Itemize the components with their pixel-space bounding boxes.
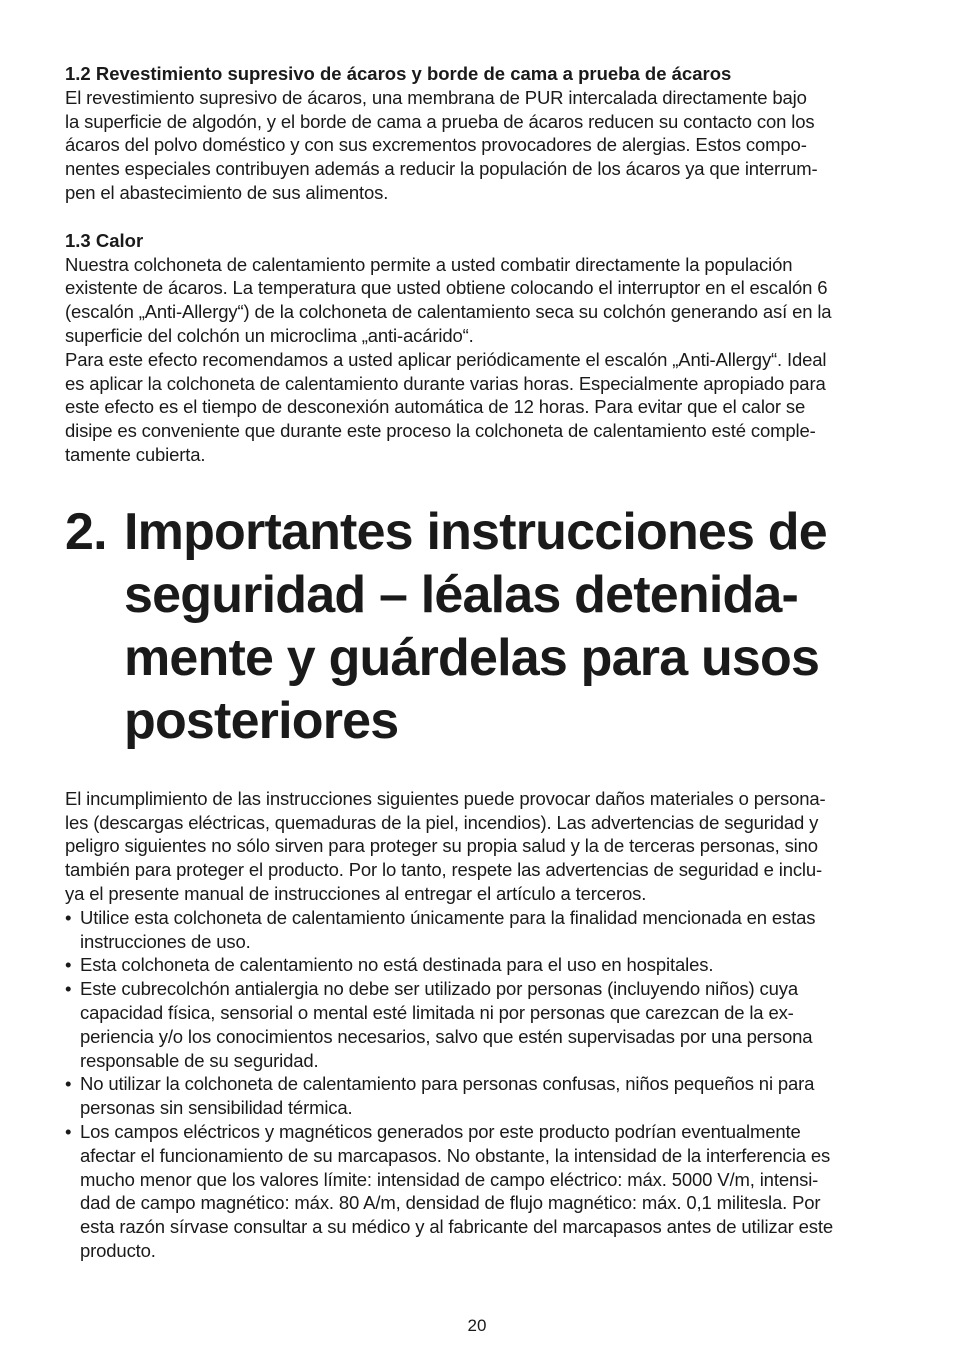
text-line: es aplicar la colchoneta de calentamiento durante varias horas. Especialmente apropiado para (65, 372, 826, 394)
text-line: peligro siguientes no sólo sirven para proteger su propia salud y la de terceras personas, sino (65, 835, 818, 857)
page-number: 20 (467, 1316, 487, 1335)
safety-bullet-list (65, 906, 895, 1263)
text-line: Nuestra colchoneta de calentamiento permite a usted combatir directamente la populación (65, 253, 793, 275)
text-line: (escalón „Anti-Allergy“) de la colchoneta de calentamiento seca su colchón generando así en la (65, 301, 832, 323)
text-line: esta razón sírvase consultar a su médico y al fabricante del marcapasos antes de utilizar este (80, 1216, 834, 1238)
list-item (65, 977, 895, 1072)
text-line: ya el presente manual de instrucciones al entregar el artículo a terceros. (65, 882, 647, 904)
text-line: pen el abastecimiento de sus alimentos. (65, 181, 389, 203)
text-line: la superficie de algodón, y el borde de cama a prueba de ácaros reducen su contacto con los (65, 110, 815, 132)
text-line: responsable de su seguridad. (80, 1049, 319, 1071)
section-1-2-heading: 1.2 Revestimiento supresivo de ácaros y borde de cama a prueba de ácaros (65, 63, 732, 84)
bullet-icon: • (65, 906, 72, 928)
text-line: les (descargas eléctricas, quemaduras de la piel, incendios). Las advertencias de seguridad y (65, 811, 819, 833)
text-line: instrucciones de uso. (80, 930, 251, 952)
text-line: capacidad física, sensorial o mental esté limitada ni por personas que carezcan de la ex- (80, 1001, 794, 1023)
text-line: también para proteger el producto. Por lo tanto, respete las advertencias de seguridad e inclu- (65, 859, 823, 881)
section-1-3-body (65, 253, 895, 467)
text-line: dad de campo magnético: máx. 80 A/m, densidad de flujo magnético: máx. 0,1 militesla. Por (80, 1192, 821, 1214)
text-line: Para este efecto recomendamos a usted aplicar periódicamente el escalón „Anti-Allergy“. Ideal (65, 348, 827, 370)
title-line: posteriores (124, 691, 399, 750)
section-2-heading (65, 501, 895, 753)
section-2-number: 2. (65, 502, 107, 561)
list-item (65, 953, 895, 977)
list-item (65, 1072, 895, 1120)
text-line: Este cubrecolchón antialergia no debe ser utilizado por personas (incluyendo niños) cuya (80, 978, 798, 1000)
text-line: El incumplimiento de las instrucciones siguientes puede provocar daños materiales o persona- (65, 787, 826, 809)
text-line: Utilice esta colchoneta de calentamiento únicamente para la finalidad mencionada en estas (80, 906, 816, 928)
bullet-icon: • (65, 954, 72, 976)
page-content (65, 62, 895, 1263)
text-line: afectar el funcionamiento de su marcapasos. No obstante, la intensidad de la interferencia es (80, 1144, 831, 1166)
bullet-icon: • (65, 978, 72, 1000)
text-line: nentes especiales contribuyen además a reducir la populación de los ácaros ya que interrum- (65, 158, 818, 180)
text-line: producto. (80, 1239, 156, 1261)
spacer (65, 205, 895, 229)
title-line: mente y guárdelas para usos (124, 628, 820, 687)
list-item (65, 1120, 895, 1263)
list-item (65, 906, 895, 954)
bullet-icon: • (65, 1073, 72, 1095)
text-line: Esta colchoneta de calentamiento no está destinada para el uso en hospitales. (80, 954, 714, 976)
section-1-2-body (65, 86, 895, 205)
text-line: Los campos eléctricos y magnéticos generados por este producto podrían eventualmente (80, 1120, 801, 1142)
section-2-intro (65, 787, 895, 906)
text-line: ácaros del polvo doméstico y con sus excrementos provocadores de alergias. Estos compo- (65, 134, 807, 156)
text-line: periencia y/o los conocimientos necesarios, salvo que estén supervisadas por una persona (80, 1025, 813, 1047)
text-line: No utilizar la colchoneta de calentamiento para personas confusas, niños pequeños ni para (80, 1073, 815, 1095)
section-2-title (124, 501, 895, 753)
text-line: personas sin sensibilidad térmica. (80, 1097, 353, 1119)
text-line: superficie del colchón un microclima „anti-acárido“. (65, 324, 474, 346)
text-line: tamente cubierta. (65, 443, 206, 465)
text-line: este efecto es el tiempo de desconexión automática de 12 horas. Para evitar que el calor se (65, 396, 806, 418)
section-1-3-heading: 1.3 Calor (65, 229, 144, 251)
text-line: existente de ácaros. La temperatura que usted obtiene colocando el interruptor en el escalón 6 (65, 277, 828, 299)
text-line: disipe es conveniente que durante este proceso la colchoneta de calentamiento esté comple- (65, 420, 816, 442)
text-line: mucho menor que los valores límite: intensidad de campo eléctrico: máx. 5000 V/m, intensi- (80, 1168, 819, 1190)
title-line: seguridad – léalas detenida- (124, 565, 799, 624)
title-line: Importantes instrucciones de (124, 502, 827, 561)
bullet-icon: • (65, 1120, 72, 1142)
text-line: El revestimiento supresivo de ácaros, una membrana de PUR intercalada directamente bajo (65, 86, 807, 108)
